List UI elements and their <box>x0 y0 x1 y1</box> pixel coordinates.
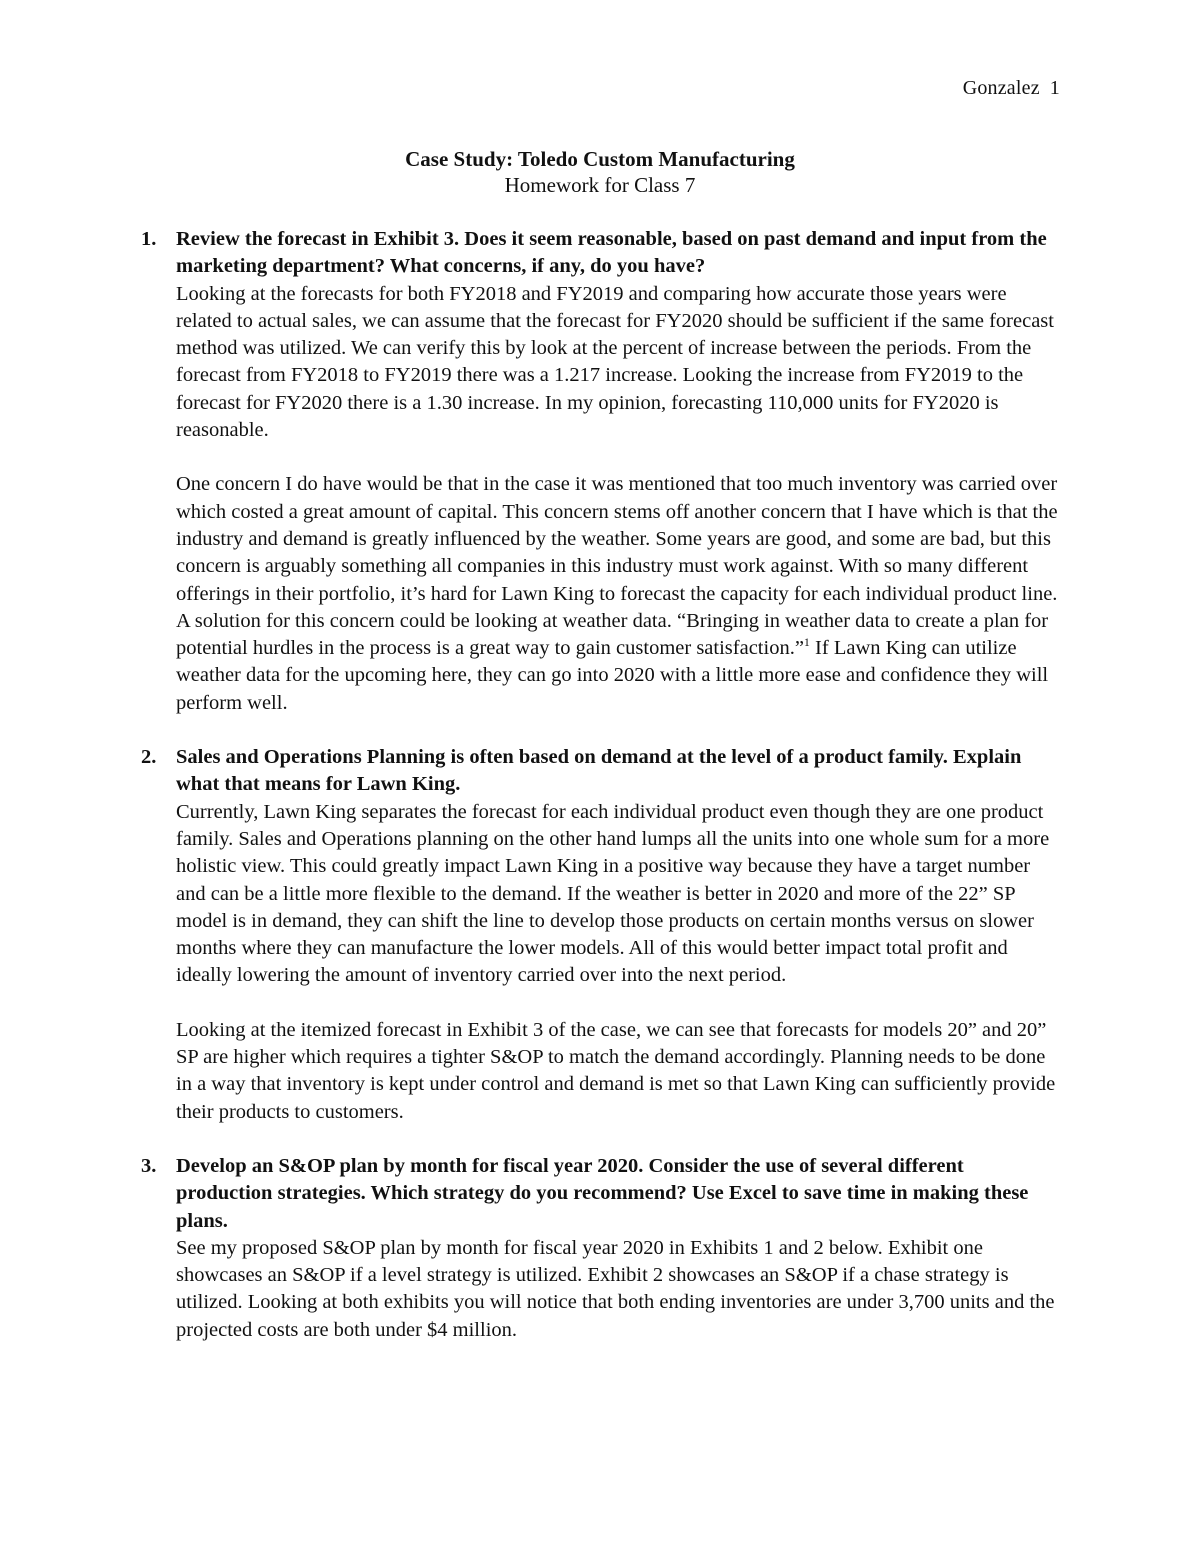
question-item-1 <box>141 226 1061 717</box>
paragraph-gap <box>176 990 1061 1017</box>
question-text: Review the forecast in Exhibit 3. Does it seem reasonable, based on past demand and input from the marketing department? What concerns, if any, do you have? <box>176 228 1047 278</box>
answer-paragraph: Currently, Lawn King separates the forecast for each individual product even though they are one product family. Sales and Operations planning on the other hand lumps all the units into one whole sum for a more holistic view. This could greatly impact Lawn King in a positive way because they have a target number and can be a little more flexible to the demand. If the weather is better in 2020 and more of the 22” SP model is in demand, they can shift the line to develop those products on certain months versus on slower months where they can manufacture the lower models. All of this would better impact total profit and ideally lowering the amount of inventory carried over into the next period. <box>176 800 1050 987</box>
question-number: 1. <box>141 228 157 250</box>
answer-paragraph: Looking at the itemized forecast in Exhibit 3 of the case, we can see that forecasts for models 20” and 20” SP are higher which requires a tighter S&OP to match the demand accordingly. Planning needs to be done in a way that inventory is kept under control and demand is met so that Lawn King can sufficiently provide their products to customers. <box>176 1018 1056 1123</box>
document-subtitle: Homework for Class 7 <box>504 173 696 197</box>
question-list <box>141 226 1061 1371</box>
answer-text: One concern I do have would be that in the case it was mentioned that too much inventory was carried over which costed a great amount of capital. This concern stems off another concern that I have which is that the industry and demand is greatly influenced by the weather. Some years are good, and some are bad, but this concern is arguably something all companies in this industry must work against. With so many different offerings in their portfolio, it’s hard for Lawn King to forecast the capacity for each individual product line. A solution for this concern could be looking at weather data. “Bringing in weather data to create a plan for potential hurdles in the process is a great way to gain customer satisfaction.” <box>176 473 1058 660</box>
page-header <box>963 76 1060 100</box>
question-item-3 <box>141 1153 1061 1344</box>
answer-text: If Lawn King can utilize weather data for the upcoming here, they can go into 2020 with a little more ease and confidence they will perform well. <box>176 637 1049 714</box>
question-number: 2. <box>141 746 157 769</box>
paragraph-gap <box>176 444 1061 471</box>
answer-paragraph <box>176 471 1061 717</box>
footnote-marker: 1 <box>803 635 810 650</box>
document-title: Case Study: Toledo Custom Manufacturing <box>405 147 795 171</box>
page-number: 1 <box>1049 77 1060 99</box>
question-text: Develop an S&OP plan by month for fiscal year 2020. Consider the use of several different production strategies. Which strategy do you recommend? Use Excel to save time in making these plans. <box>176 1154 1029 1232</box>
question-number: 3. <box>141 1154 157 1177</box>
question-text: Sales and Operations Planning is often based on demand at the level of a product family. Explain what that means for Lawn King. <box>176 746 1022 796</box>
author-name: Gonzalez <box>962 77 1040 99</box>
question-item-2 <box>141 744 1061 1126</box>
answer-paragraph: See my proposed S&OP plan by month for fiscal year 2020 in Exhibits 1 and 2 below. Exhibit one showcases an S&OP if a level strategy is utilized. Exhibit 2 showcases an S&OP if a chase strategy is utilized. Looking at both exhibits you will notice that both ending inventories are under 3,700 units and the projected costs are both under $4 million. <box>176 1236 1055 1341</box>
answer-paragraph: Looking at the forecasts for both FY2018 and FY2019 and comparing how accurate those years were related to actual sales, we can assume that the forecast for FY2020 should be sufficient if the same forecast method was utilized. We can verify this by look at the percent of increase between the periods. From the forecast from FY2018 to FY2019 there was a 1.217 increase. Looking the increase from FY2019 to the forecast for FY2020 there is a 1.30 increase. In my opinion, forecasting 110,000 units for FY2020 is reasonable. <box>176 282 1054 442</box>
title-block <box>0 146 1200 199</box>
